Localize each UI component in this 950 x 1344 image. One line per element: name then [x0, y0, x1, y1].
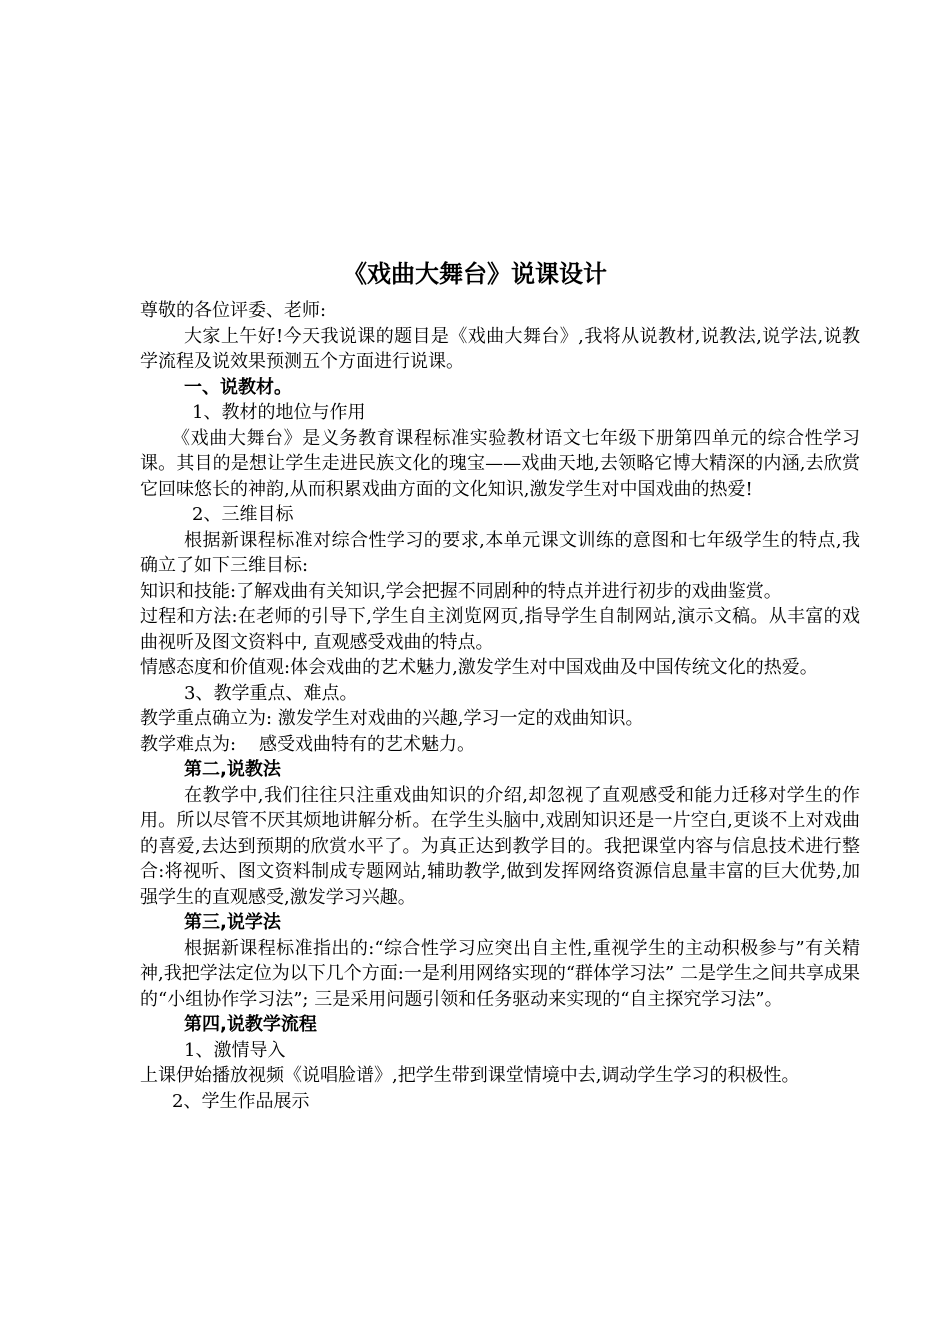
- document-body: [140, 298, 860, 1114]
- subheading: 1、教材的地位与作用: [192, 402, 366, 423]
- subheading: 2、三维目标: [192, 504, 294, 525]
- document-title: 《戏曲大舞台》说课设计: [343, 260, 607, 288]
- paragraph: 上课伊始播放视频《说唱脸谱》,把学生带到课堂情境中去,调动学生学习的积极性。: [140, 1065, 800, 1086]
- subheading: 3、教学重点、难点。: [184, 682, 358, 704]
- paragraph: 《戏曲大舞台》是义务教育课程标准实验教材语文七年级下册第四单元的综合性学习课。其目的是想让学生走进民族文化的瑰宝——戏曲天地,去领略它博大精深的内涵,去欣赏它回味悠长的神韵,从而积累戏曲方面的文化知识,激发学生对中国戏曲的热爱!: [140, 427, 860, 500]
- paragraph: 知识和技能:了解戏曲有关知识,学会把握不同剧种的特点并进行初步的戏曲鉴赏。: [140, 580, 782, 602]
- paragraph: 根据新课程标准指出的:“综合性学习应突出自主性,重视学生的主动积极参与”有关精神,我把学法定位为以下几个方面:一是利用网络实现的“群体学习法” 二是学生之间共享成果的“小组协作学习法”; 三是采用问题引领和任务驱动来实现的“自主探究学习法”。: [140, 937, 860, 1010]
- paragraph: 在教学中,我们往往只注重戏曲知识的介绍,却忽视了直观感受和能力迁移对学生的作用。所以尽管不厌其烦地讲解分析。在学生头脑中,戏剧知识还是一片空白,更谈不上对戏曲的喜爱,去达到预期的欣赏水平了。为真正达到教学目的。我把课堂内容与信息技术进行整合:将视听、图文资料制成专题网站,辅助教学,做到发挥网络资源信息量丰富的巨大优势,加强学生的直观感受,激发学习兴趣。: [140, 784, 860, 908]
- paragraph: 教学难点为: 感受戏曲特有的艺术魅力。: [140, 733, 475, 755]
- subheading: 2、学生作品展示: [172, 1090, 310, 1112]
- section-heading: 第三,说学法: [184, 912, 281, 933]
- greeting: 尊敬的各位评委、老师:: [140, 300, 327, 321]
- section-heading: 第四,说教学流程: [184, 1014, 317, 1035]
- paragraph: 根据新课程标准对综合性学习的要求,本单元课文训练的意图和七年级学生的特点,我确立了如下三维目标:: [140, 529, 860, 576]
- intro-paragraph: 大家上午好!今天我说课的题目是《戏曲大舞台》,我将从说教材,说教法,说学法,说教学流程及说效果预测五个方面进行说课。: [140, 325, 860, 372]
- subheading: 1、激情导入: [184, 1039, 286, 1061]
- section-heading: 第二,说教法: [184, 759, 281, 780]
- paragraph: 过程和方法:在老师的引导下,学生自主浏览网页,指导学生自制网站,演示文稿。从丰富的戏曲视听及图文资料中, 直观感受戏曲的特点。: [140, 606, 860, 653]
- section-heading: 一、说教材。: [184, 376, 292, 398]
- paragraph: 情感态度和价值观:体会戏曲的艺术魅力,激发学生对中国戏曲及中国传统文化的热爱。: [140, 657, 818, 678]
- paragraph: 教学重点确立为: 激发学生对戏曲的兴趣,学习一定的戏曲知识。: [140, 708, 644, 729]
